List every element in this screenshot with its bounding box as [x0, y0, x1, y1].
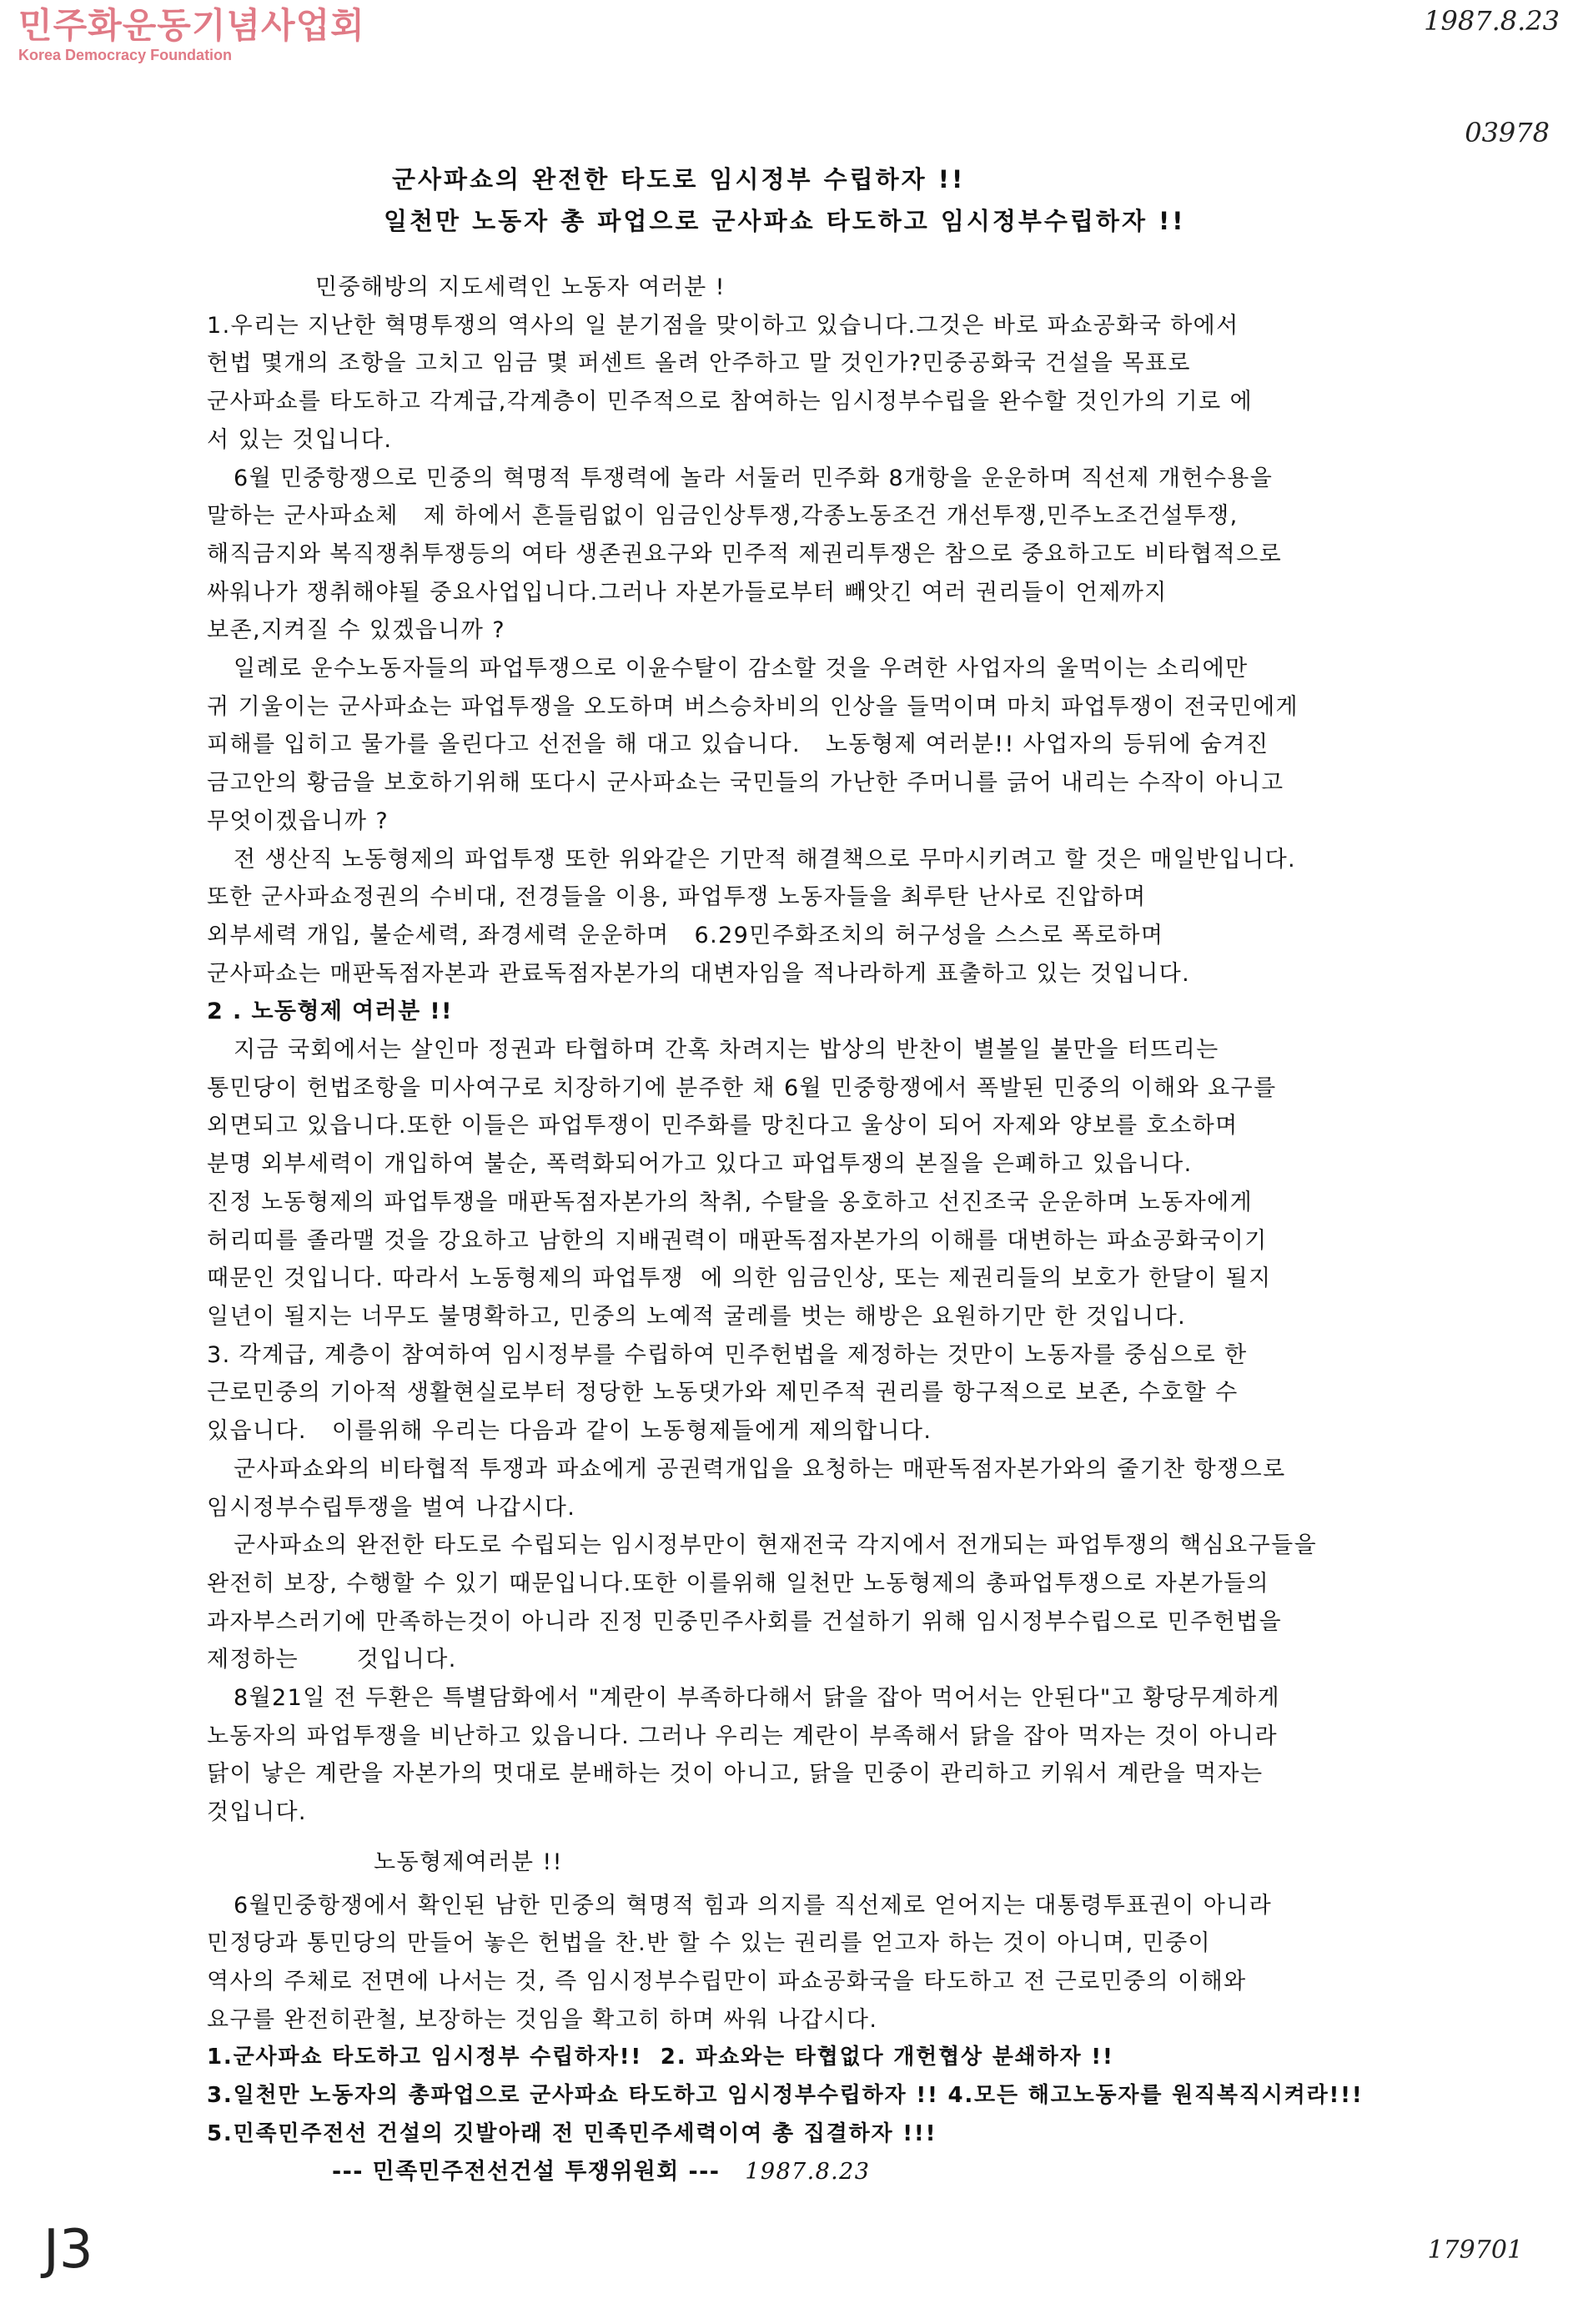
section-1 — [207, 307, 1466, 460]
text-line: 6월 민중항쟁으로 민중의 혁명적 투쟁력에 놀라 서둘러 민주화 8개항을 운운하며 직선제 개헌수용을 — [234, 465, 1274, 491]
text-line: 지금 국회에서는 살인마 정권과 타협하며 간혹 차려지는 밥상의 반찬이 별볼일 불만을 터뜨리는 — [234, 1037, 1219, 1064]
text-line: 금고안의 황금을 보호하기위해 또다시 군사파쇼는 국민들의 가난한 주머니를 긁어 내리는 수작이 아니고 — [207, 770, 1284, 797]
text-line: 임시정부수립투쟁을 벌여 나갑시다. — [207, 1494, 576, 1521]
handwritten-left-mark: J3 — [43, 2219, 93, 2281]
text-line: 1.우리는 지난한 혁명투쟁의 역사의 일 분기점을 맞이하고 있습니다.그것은 바로 파쇼공화국 하에서 — [207, 312, 1239, 339]
slogans — [207, 2039, 1466, 2153]
text-line: 노동자의 파업투쟁을 비난하고 있읍니다. 그러나 우리는 계란이 부족해서 닭을 잡아 먹자는 것이 아니라 — [207, 1723, 1279, 1749]
text-line: 역사의 주체로 전면에 나서는 것, 즉 임시정부수립만이 파쇼공화국을 타도하고 전 근로민중의 이해와 — [207, 1968, 1247, 1995]
text-line: 있읍니다. 이를위해 우리는 다음과 같이 노동형제들에게 제의합니다. — [207, 1418, 932, 1445]
sub-salutation: 노동형제여러분 !! — [374, 1849, 563, 1875]
section-3 — [207, 1336, 1466, 1451]
text-line: 외면되고 있읍니다.또한 이들은 파업투쟁이 민주화를 망친다고 울상이 되어 자제와 양보를 호소하며 — [207, 1113, 1239, 1139]
paragraph-complete-overthrow — [207, 1527, 1466, 1679]
text-line: 군사파쇼는 매판독점자본과 관료독점자본가의 대변자임을 적나라하게 표출하고 있는 것입니다. — [207, 960, 1191, 987]
document-titles — [384, 158, 1309, 242]
title-line-2: 일천만 노동자 총 파업으로 군사파쇼 타도하고 임시정부수립하자 !! — [384, 207, 1186, 235]
logo-korean-text: 민주화운동기념사업회 — [18, 5, 365, 46]
signature-date: 1987.8.23 — [745, 2159, 871, 2186]
section-2 — [207, 1031, 1466, 1336]
paragraph-june-struggle — [207, 460, 1466, 651]
handwritten-date: 1987.8.23 — [1424, 5, 1560, 37]
text-line: 때문인 것입니다. 따라서 노동형제의 파업투쟁 에 의한 임금인상, 또는 제권리들의 보호가 한달이 될지 — [207, 1265, 1272, 1292]
salutation: 민중해방의 지도세력인 노동자 여러분 ! — [315, 274, 726, 300]
signature-org: --- 민족민주전선건설 투쟁위원회 --- — [332, 2159, 721, 2186]
text-line: 8월21일 전 두환은 특별담화에서 "계란이 부족하다해서 닭을 잡아 먹어서는 안된다"고 황당무계하게 — [234, 1685, 1280, 1712]
slogan-line: 3.일천만 노동자의 총파업으로 군사파쇼 타도하고 임시정부수립하자 !! 4.모든 해고노동자를 원직복직시켜라!!! — [207, 2083, 1364, 2109]
text-line: 헌법 몇개의 조항을 고치고 임금 몇 퍼센트 올려 안주하고 말 것인가?민중공화국 건설을 목표로 — [207, 350, 1191, 377]
text-line: 닭이 낳은 계란을 자본가의 멋대로 분배하는 것이 아니고, 닭을 민중이 관리하고 키워서 계란을 먹자는 — [207, 1761, 1264, 1788]
slogan-line: 5.민족민주전선 건설의 깃발아래 전 민족민주세력이여 총 집결하자 !!! — [207, 2120, 937, 2146]
text-line: 말하는 군사파쇼체 제 하에서 흔들림없이 임금인상투쟁,각종노동조건 개선투쟁,민주노조건설투쟁, — [207, 503, 1239, 530]
title-line-1: 군사파쇼의 완전한 타도로 임시정부 수립하자 !! — [392, 165, 966, 194]
text-line: 전 생산직 노동형제의 파업투쟁 또한 위와같은 기만적 해결책으로 무마시키려고 할 것은 매일반입니다. — [234, 846, 1297, 873]
foundation-logo — [18, 7, 365, 64]
text-line: 또한 군사파쇼정권의 수비대, 전경들을 이용, 파업투쟁 노동자들을 최루탄 난사로 진압하며 — [207, 884, 1147, 911]
handwritten-page-number: 179701 — [1427, 2236, 1523, 2265]
slogan-line: 1.군사파쇼 타도하고 임시정부 수립하자!! 2. 파쇼와는 타협없다 개헌협상 분쇄하자 !! — [207, 2045, 1114, 2070]
paragraph-transport-workers — [207, 650, 1466, 841]
text-line: 6월민중항쟁에서 확인된 남한 민중의 혁명적 힘과 의지를 직선제로 얻어지는 대통령투표권이 아니라 — [234, 1892, 1273, 1919]
text-line: 서 있는 것입니다. — [207, 426, 393, 453]
text-line: 군사파쇼와의 비타협적 투쟁과 파쇼에게 공권력개입을 요청하는 매판독점자본가와의 줄기찬 항쟁으로 — [234, 1456, 1286, 1482]
signature-line — [207, 2153, 1466, 2191]
text-line: 군사파쇼의 완전한 타도로 수립되는 임시정부만이 현재전국 각지에서 전개되는 파업투쟁의 핵심요구들을 — [234, 1532, 1318, 1559]
text-line: 3. 각계급, 계층이 참여하여 임시정부를 수립하여 민주헌법을 제정하는 것만이 노동자를 중심으로 한 — [207, 1341, 1248, 1368]
text-line: 과자부스러기에 만족하는것이 아니라 진정 민중민주사회를 건설하기 위해 임시정부수립으로 민주헌법을 — [207, 1608, 1283, 1635]
paragraph-egg-statement — [207, 1679, 1466, 1832]
logo-english-text: Korea Democracy Foundation — [18, 47, 233, 64]
text-line: 해직금지와 복직쟁취투쟁등의 여타 생존권요구와 민주적 제권리투쟁은 참으로 중요하고도 비타협적으로 — [207, 541, 1283, 567]
paragraph-final — [207, 1887, 1466, 2040]
text-line: 보존,지켜질 수 있겠읍니까 ? — [207, 617, 505, 644]
text-line: 허리띠를 졸라맬 것을 강요하고 남한의 지배권력이 매판독점자본가의 이해를 대변하는 파쇼공화국이기 — [207, 1227, 1268, 1254]
text-line: 요구를 완전히관철, 보장하는 것임을 확고히 하며 싸워 나갑시다. — [207, 2006, 878, 2033]
section-2-heading: 2 . 노동형제 여러분 !! — [207, 999, 453, 1025]
text-line: 외부세력 개입, 불순세력, 좌경세력 운운하며 6.29민주화조치의 허구성을 스스로 폭로하며 — [207, 922, 1164, 948]
text-line: 근로민중의 기아적 생활현실로부터 정당한 노동댓가와 제민주적 권리를 항구적으로 보존, 수호할 수 — [207, 1380, 1239, 1406]
text-line: 제정하는 것입니다. — [207, 1647, 457, 1673]
paragraph-production-workers — [207, 841, 1466, 993]
text-line: 일년이 될지는 너무도 불명확하고, 민중의 노예적 굴레를 벗는 해방은 요원하기만 한 것입니다. — [207, 1303, 1187, 1330]
text-line: 싸워나가 쟁취해야될 중요사업입니다.그러나 자본가들로부터 빼앗긴 여러 권리들이 언제까지 — [207, 579, 1168, 606]
text-line: 진정 노동형제의 파업투쟁을 매판독점자본가의 착취, 수탈을 옹호하고 선진조국 운운하며 노동자에게 — [207, 1189, 1254, 1215]
text-line: 통민당이 헌법조항을 미사여구로 치장하기에 분주한 채 6월 민중항쟁에서 폭발된 민중의 이해와 요구를 — [207, 1074, 1277, 1101]
text-line: 일례로 운수노동자들의 파업투쟁으로 이윤수탈이 감소할 것을 우려한 사업자의 울먹이는 소리에만 — [234, 656, 1249, 682]
text-line: 민정당과 통민당의 만들어 놓은 헌법을 찬.반 할 수 있는 권리를 얻고자 하는 것이 아니며, 민중이 — [207, 1930, 1212, 1957]
document-body — [207, 269, 1466, 2191]
handwritten-doc-number: 03978 — [1465, 117, 1550, 148]
text-line: 완전히 보장, 수행할 수 있기 때문입니다.또한 이를위해 일천만 노동형제의 총파업투쟁으로 자본가들의 — [207, 1570, 1270, 1597]
paragraph-uncompromising-fight — [207, 1451, 1466, 1527]
text-line: 피해를 입히고 물가를 올린다고 선전을 해 대고 있습니다. 노동형제 여러분!! 사업자의 등뒤에 숨겨진 — [207, 732, 1269, 758]
text-line: 분명 외부세력이 개입하여 불순, 폭력화되어가고 있다고 파업투쟁의 본질을 은폐하고 있읍니다. — [207, 1151, 1193, 1178]
text-line: 귀 기울이는 군사파쇼는 파업투쟁을 오도하며 버스승차비의 인상을 들먹이며 마치 파업투쟁이 전국민에게 — [207, 693, 1299, 720]
text-line: 것입니다. — [207, 1799, 307, 1826]
text-line: 군사파쇼를 타도하고 각계급,각계층이 민주적으로 참여하는 임시정부수립을 완수할 것인가의 기로 에 — [207, 389, 1254, 415]
text-line: 무엇이겠읍니까 ? — [207, 807, 389, 834]
